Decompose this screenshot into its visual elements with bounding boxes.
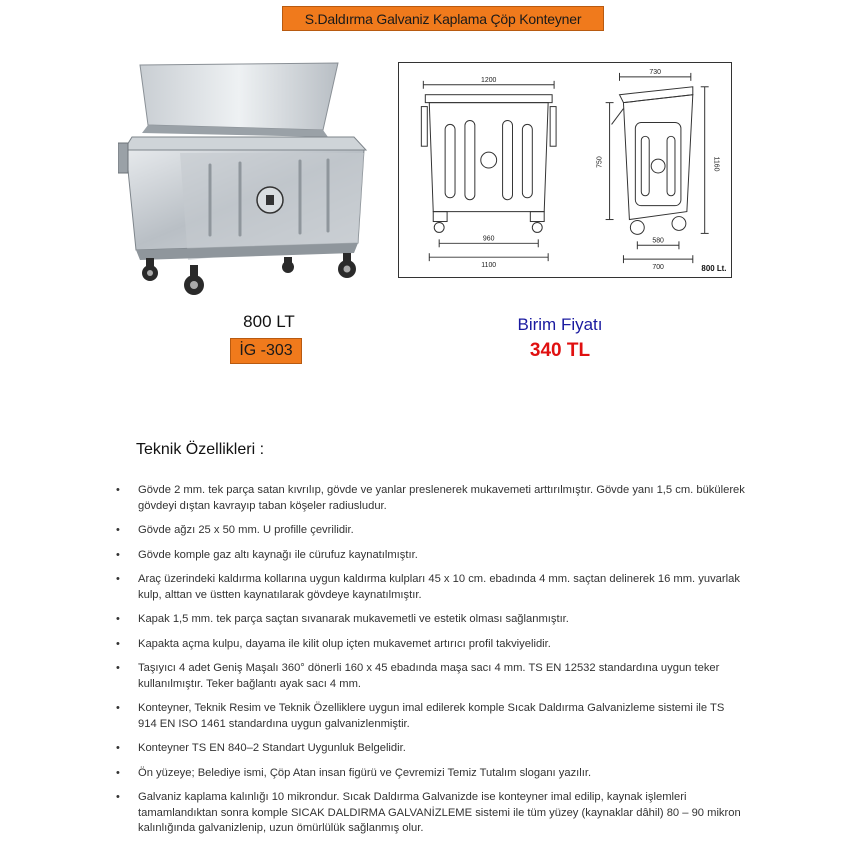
list-item: • Gövde komple gaz altı kaynağı ile cürufuz kaynatılmıştır.	[116, 548, 746, 564]
side-view	[606, 73, 709, 263]
product-capacity: 800 LT	[243, 312, 295, 331]
drawing-capacity-label: 800 Lt.	[701, 264, 727, 274]
dim-front-inner: 960	[482, 235, 495, 243]
dim-side-total-height: 1160	[712, 156, 720, 172]
spec-list	[116, 483, 746, 846]
page-title-text: S.Daldırma Galvaniz Kaplama Çöp Konteyner	[304, 10, 582, 27]
list-item: • Taşıyıcı 4 adet Geniş Maşalı 360° dönerli 160 x 45 ebadında maşa sacı 4 mm. TS EN 12532 standardına uygun teker kullanılmıştır. Teker bağlantı ayak sacı 4 mm.	[116, 661, 746, 692]
list-item: • Kapak 1,5 mm. tek parça saçtan sıvanarak mukavemetli ve estetik olması sağlanmıştır.	[116, 612, 746, 628]
dim-side-wheelbase: 580	[652, 237, 664, 245]
technical-drawing	[398, 62, 732, 278]
list-item: • Araç üzerindeki kaldırma kollarına uygun kaldırma kulpları 45 x 10 cm. ebadında 4 mm. saçtan delinerek 16 mm. yuvarlak kulp, alttan ve üstten kaynatılarak gövdeye kaynatılmıştır.	[116, 572, 746, 603]
price-label: Birim Fiyatı	[517, 315, 603, 334]
container-photo	[118, 55, 378, 300]
page-title	[282, 6, 604, 31]
dim-side-bottom: 700	[652, 264, 664, 272]
dim-front-bottom: 1100	[481, 262, 497, 270]
list-item: • Kapakta açma kulpu, dayama ile kilit olup içten mukavemet artırıcı profil takviyelidir.	[116, 637, 746, 653]
list-item: • Gövde 2 mm. tek parça satan kıvrılıp, gövde ve yanlar preslenerek mukavemeti arttırılmıştır. Gövde yanı 1,5 cm. bükülerek gövdeyi dıştan kavrayıp taban köşeler radiusludur.	[116, 483, 746, 514]
dim-side-top: 730	[649, 68, 661, 76]
list-item: • Konteyner, Teknik Resim ve Teknik Özelliklere uygun imal edilerek komple Sıcak Daldırma Galvanizleme sistemi ile TS 914 EN ISO 1461 standardına uygun galvanizlenmiştir.	[116, 701, 746, 732]
dim-side-body-height: 750	[596, 156, 604, 168]
front-view	[421, 81, 556, 261]
dim-front-top: 1200	[481, 76, 497, 84]
list-item: • Ön yüzeye; Belediye ismi, Çöp Atan insan figürü ve Çevremizi Temiz Tutalım sloganı yazılır.	[116, 766, 746, 782]
list-item: • Galvaniz kaplama kalınlığı 10 mikrondur. Sıcak Daldırma Galvanizde ise konteyner imal edilip, kaynak işlemleri tamamlandıktan sonra komple SICAK DALDIRMA GALVANİZLEME sistemi ile tüm yüzey (kaynaklar dâhil) 80 – 90 mikron kalınlığında galvanizlenip, uzun ömürlülük sağlanmış olur.	[116, 790, 746, 837]
list-item: • Konteyner TS EN 840–2 Standart Uygunluk Belgelidir.	[116, 741, 746, 757]
specs-title: Teknik Özellikleri :	[136, 441, 265, 458]
product-code-badge	[230, 338, 302, 364]
price-value: 340 TL	[529, 340, 591, 361]
list-item: • Gövde ağzı 25 x 50 mm. U profille çevrilidir.	[116, 523, 746, 539]
product-code: İG -303	[239, 342, 293, 359]
